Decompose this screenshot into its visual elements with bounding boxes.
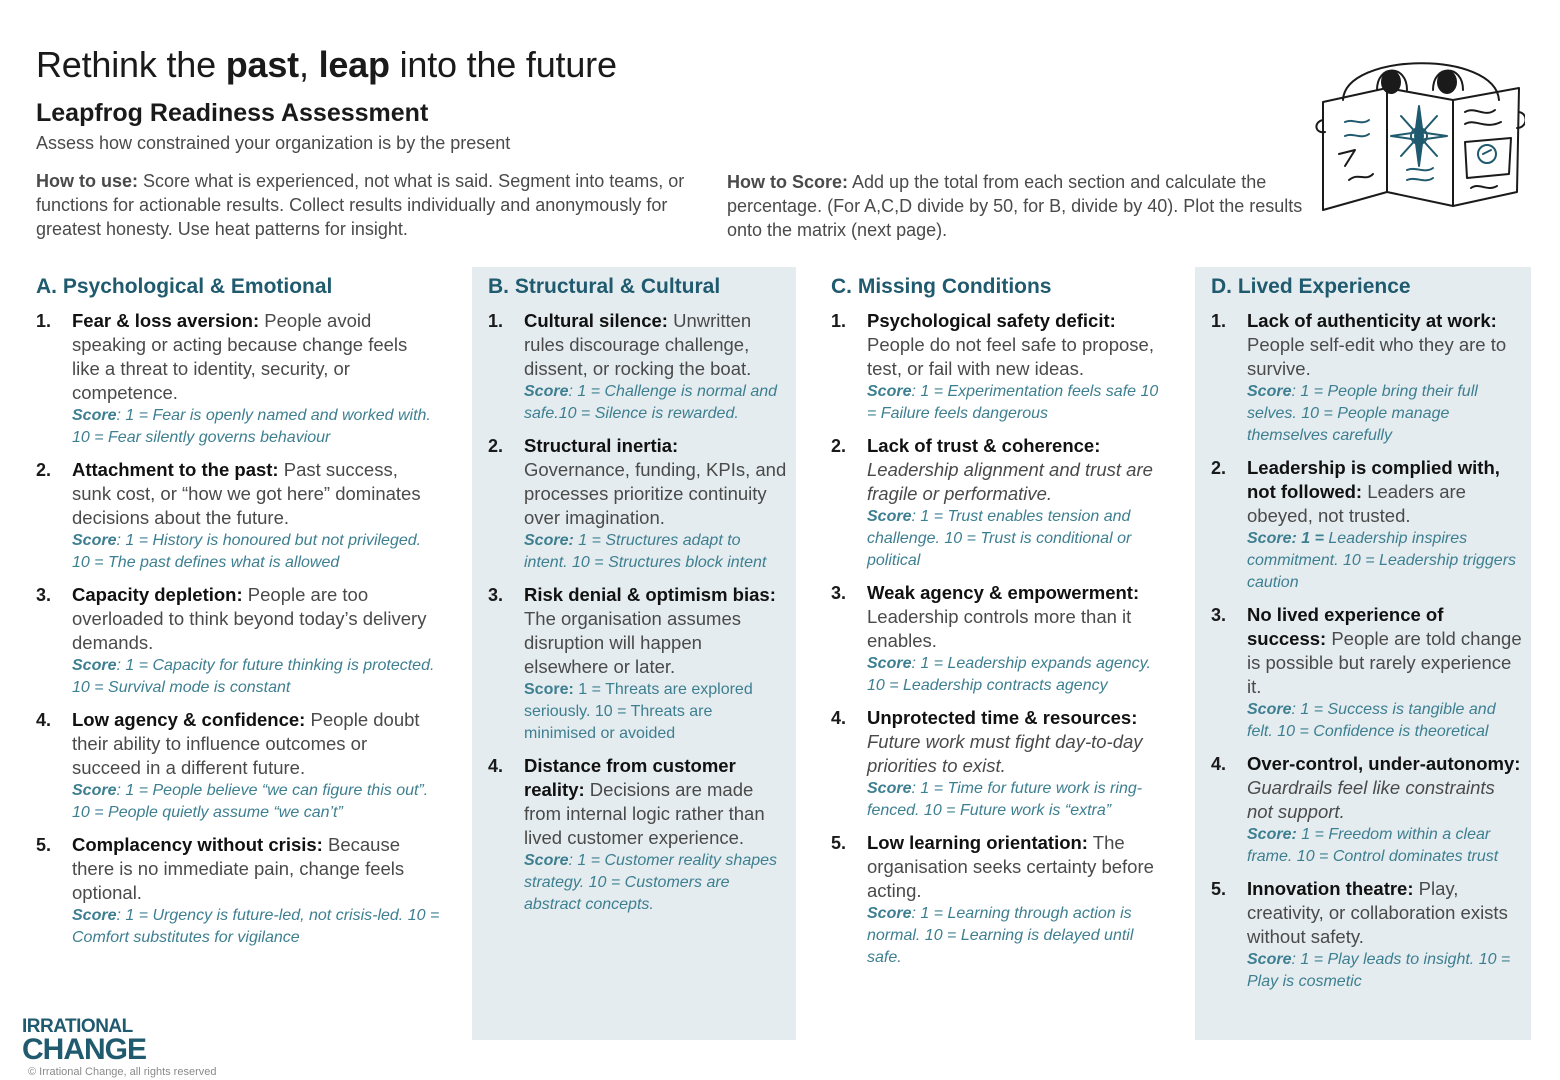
score-guide: Score: 1 = Time for future work is ring-fenced. 10 = Future work is “extra”: [867, 780, 1143, 819]
score-guide: Score: 1 = People bring their full selves. 10 = People manage themselves carefully: [1247, 383, 1478, 444]
page-title: Rethink the past, leap into the future: [36, 44, 617, 85]
criterion-item: 1. Fear & loss aversion: People avoid speaking or acting because change feels like a threat to identity, security, or competence. Score: 1 = Fear is openly named and worked with. 10 = Fear silently governs behaviour: [36, 309, 440, 449]
criterion-item: 5. Complacency without crisis: Because there is no immediate pain, change feels optional. Score: 1 = Urgency is future-led, not crisis-led. 10 = Comfort substitutes for vigilance: [36, 833, 440, 949]
section-heading: B. Structural & Cultural: [488, 275, 721, 298]
criterion-item: 3. Weak agency & empowerment: Leadership controls more than it enables. Score: 1 = Leadership expands agency. 10 = Leadership contracts agency: [831, 581, 1159, 697]
score-guide: Score: 1 = Challenge is normal and safe.10 = Silence is rewarded.: [524, 383, 778, 422]
criterion-item: 4. Over-control, under-autonomy: Guardrails feel like constraints not support. Score: 1 = Freedom within a clear frame. 10 = Control dominates trust: [1211, 752, 1523, 868]
page-subtitle: Leapfrog Readiness Assessment: [36, 99, 429, 127]
criteria-list: [488, 309, 788, 925]
criterion-item: 4. Unprotected time & resources: Future work must fight day-to-day priorities to exist. Score: 1 = Time for future work is ring-fenced. 10 = Future work is “extra”: [831, 706, 1159, 822]
criterion-item: 3. No lived experience of success: People are told change is possible but rarely experience it. Score: 1 = Success is tangible and felt. 10 = Confidence is theoretical: [1211, 603, 1523, 743]
score-guide: Score: 1 = Structures adapt to intent. 10 = Structures block intent: [524, 532, 767, 571]
score-guide: Score: 1 = Experimentation feels safe 10 = Failure feels dangerous: [867, 383, 1159, 422]
criterion-item: 1. Psychological safety deficit: People do not feel safe to propose, test, or fail with new ideas. Score: 1 = Experimentation feels safe 10 = Failure feels dangerous: [831, 309, 1159, 425]
criterion-item: 1. Cultural silence: Unwritten rules discourage challenge, dissent, or rocking the boat. Score: 1 = Challenge is normal and safe.10 = Silence is rewarded.: [488, 309, 788, 425]
section-heading: C. Missing Conditions: [831, 275, 1052, 298]
criterion-item: 3. Risk denial & optimism bias: The organisation assumes disruption will happen elsewhere or later. Score: 1 = Threats are explored seriously. 10 = Threats are minimised or avoided: [488, 583, 788, 745]
section-structural-cultural: [472, 267, 796, 1040]
how-to-use: How to use: Score what is experienced, not what is said. Segment into teams, or functions for actionable results. Collect results individually and anonymously for greatest honesty. Use heat patterns for insight.: [36, 171, 685, 239]
score-guide: Score: 1 = Customer reality shapes strategy. 10 = Customers are abstract concepts.: [524, 852, 778, 913]
criterion-item: 2. Structural inertia: Governance, funding, KPIs, and processes prioritize continuity over imagination. Score: 1 = Structures adapt to intent. 10 = Structures block intent: [488, 434, 788, 574]
section-missing-conditions: [815, 267, 1167, 1040]
criterion-item: 5. Low learning orientation: The organisation seeks certainty before acting. Score: 1 = Learning through action is normal. 10 = Learning is delayed until safe.: [831, 831, 1159, 969]
score-guide: Score: 1 = Fear is openly named and worked with. 10 = Fear silently governs behaviour: [72, 407, 431, 446]
score-guide: Score: 1 = Success is tangible and felt. 10 = Confidence is theoretical: [1247, 701, 1496, 740]
section-psychological-emotional: [20, 267, 448, 1040]
score-guide: Score: 1 = Leadership inspires commitment. 10 = Leadership triggers caution: [1247, 530, 1517, 591]
score-guide: Score: 1 = Threats are explored seriously. 10 = Threats are minimised or avoided: [524, 681, 753, 742]
criterion-item: 1. Lack of authenticity at work: People self-edit who they are to survive. Score: 1 = People bring their full selves. 10 = People manage themselves carefully: [1211, 309, 1523, 447]
criterion-item: 2. Attachment to the past: Past success, sunk cost, or “how we got here” dominates decisions about the future. Score: 1 = History is honoured but not privileged. 10 = The past defines what is allowed: [36, 458, 440, 574]
criterion-item: 4. Low agency & confidence: People doubt their ability to influence outcomes or succeed in a different future. Score: 1 = People believe “we can figure this out”. 10 = People quietly assume “we can’t”: [36, 708, 440, 824]
criterion-item: 2. Leadership is complied with, not followed: Leaders are obeyed, not trusted. Score: 1 = Leadership inspires commitment. 10 = Leadership triggers caution: [1211, 456, 1523, 594]
section-heading: D. Lived Experience: [1211, 275, 1411, 298]
criteria-list: [36, 309, 440, 958]
score-guide: Score: 1 = Urgency is future-led, not crisis-led. 10 = Comfort substitutes for vigilance: [72, 907, 440, 946]
section-heading: A. Psychological & Emotional: [36, 275, 333, 298]
section-lived-experience: [1195, 267, 1531, 1040]
irrational-change-logo: IRRATIONAL CHANGE: [22, 1016, 147, 1066]
score-guide: Score: 1 = Capacity for future thinking is protected. 10 = Survival mode is constant: [72, 657, 435, 696]
score-guide: Score: 1 = History is honoured but not privileged. 10 = The past defines what is allowed: [72, 532, 422, 571]
page-tagline: Assess how constrained your organization is by the present: [36, 133, 511, 153]
how-to-score: How to Score: Add up the total from each section and calculate the percentage. (For A,C,D divide by 50, for B, divide by 40). Plot the results onto the matrix (next page).: [727, 172, 1303, 240]
criterion-item: 5. Innovation theatre: Play, creativity, or collaboration exists without safety. Score: 1 = Play leads to insight. 10 = Play is cosmetic: [1211, 877, 1523, 993]
score-guide: Score: 1 = Leadership expands agency. 10 = Leadership contracts agency: [867, 655, 1151, 694]
criterion-item: 2. Lack of trust & coherence: Leadership alignment and trust are fragile or performative. Score: 1 = Trust enables tension and challenge. 10 = Trust is conditional or political: [831, 434, 1159, 572]
criterion-item: 4. Distance from customer reality: Decisions are made from internal logic rather than lived customer experience. Score: 1 = Customer reality shapes strategy. 10 = Customers are abstract concepts.: [488, 754, 788, 916]
score-guide: Score: 1 = People believe “we can figure this out”. 10 = People quietly assume “we can’t”: [72, 782, 429, 821]
score-guide: Score: 1 = Freedom within a clear frame. 10 = Control dominates trust: [1247, 826, 1499, 865]
score-guide: Score: 1 = Learning through action is normal. 10 = Learning is delayed until safe.: [867, 905, 1134, 966]
score-guide: Score: 1 = Trust enables tension and challenge. 10 = Trust is conditional or political: [867, 508, 1132, 569]
copyright-notice: © Irrational Change, all rights reserved: [28, 1066, 217, 1078]
criterion-item: 3. Capacity depletion: People are too overloaded to think beyond today’s delivery demands. Score: 1 = Capacity for future thinking is protected. 10 = Survival mode is constant: [36, 583, 440, 699]
score-guide: Score: 1 = Play leads to insight. 10 = Play is cosmetic: [1247, 951, 1511, 990]
person-reading-map-icon: [1315, 42, 1525, 218]
criteria-list: [1211, 309, 1523, 1002]
criteria-list: [831, 309, 1159, 978]
